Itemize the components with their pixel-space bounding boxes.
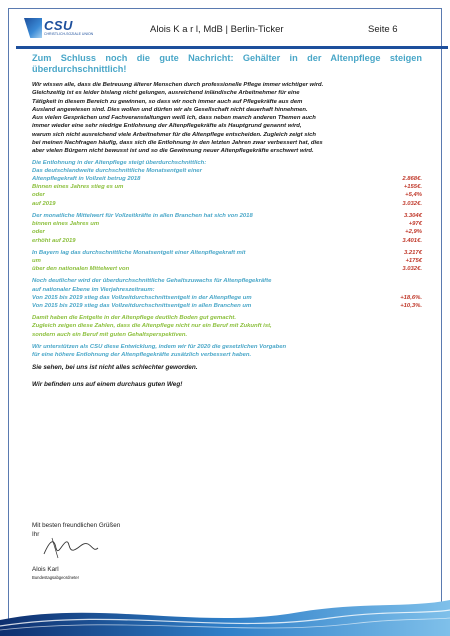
- intro-line: Gleichzeitig ist es leider bislang nicht gelungen, ausreichend inländische Arbeitnehmer für eine: [32, 90, 300, 97]
- article-body: [32, 53, 422, 397]
- conclusion-line: sondern auch ein Beruf mit guten Gehaltsperspektiven.: [32, 331, 188, 338]
- page-header: [10, 12, 440, 46]
- support-line: Wir unterstützen als CSU diese Entwicklung, indem wir für 2020 die gesetzlichen Vorgaben: [32, 343, 287, 350]
- signer-role: Bundestagsabgeordneter: [32, 575, 80, 580]
- intro-line: warum sich nicht ausreichend viele Arbeitnehmer für die Altenpflege entscheiden. Zugleich zeigt sich: [32, 131, 317, 138]
- closing-statement: Wir befinden uns auf einem durchaus guten Weg!: [32, 381, 183, 389]
- intro-paragraph: [32, 81, 422, 156]
- closing-statement: Sie sehen, bei uns ist nicht alles schlechter geworden.: [32, 364, 198, 372]
- stat-row: Die Entlohnung in der Altenpflege steigt überdurchschnittlich:: [32, 159, 207, 166]
- support-line: für eine höhere Entlohnung der Altenpflegekräfte zusätzlich verbessert haben.: [32, 351, 252, 358]
- intro-line: aber vielen Bürgern nicht bewusst ist und so die Gewinnung neuer Altenpflegekräfte erschwert wird.: [32, 148, 314, 155]
- stat-row: Der monatliche Mittelwert für Vollzeitkräfte in allen Branchen hat sich von 2018 3.304€: [32, 212, 422, 219]
- stat-row: Von 2015 bis 2019 stieg das Vollzeitdurchschnittsentgelt in der Altenpflege um +18,6%.: [32, 294, 422, 301]
- stat-block-four-years: [32, 277, 422, 310]
- support-paragraph: [32, 343, 422, 359]
- conclusion-line: Zugleich zeigen diese Zahlen, dass die Altenpflege nicht nur ein Beruf mit Zukunft ist,: [32, 323, 272, 330]
- signer-name: Alois Karl: [32, 566, 59, 573]
- stat-row: Das deutschlandweite durchschnittliche Monatsentgelt einer: [32, 167, 202, 174]
- stat-row: binnen eines Jahres um +97€: [32, 221, 422, 228]
- stat-row: Von 2015 bis 2019 stieg das Vollzeitdurchschnittsentgelt in allen Branchen um +10,3%.: [32, 302, 422, 309]
- intro-line: immer wieder eine sehr niedrige Entlohnung der Altenpflegekräfte als Hauptgrund genannt wird,: [32, 123, 302, 130]
- conclusion-paragraph: [32, 314, 422, 339]
- stat-row: Noch deutlicher wird der überdurchschnittliche Gehaltszuwachs für Altenpflegekräfte: [32, 278, 272, 285]
- article-headline: Zum Schluss noch die gute Nachricht: Gehälter in der Altenpflege steigen überdurchschnittlich!: [32, 53, 422, 74]
- intro-line: Tätigkeit in diesem Bereich zu gewinnen, so dass wir noch immer auch auf Pflegekräfte aus dem: [32, 98, 303, 105]
- stat-row: erhöht auf 2019 3.401€.: [32, 237, 422, 244]
- stat-row: oder +5,4%: [32, 192, 422, 199]
- conclusion-line: Damit haben die Entgelte in der Altenpflege deutlich Boden gut gemacht.: [32, 315, 237, 322]
- csu-logo-mark-icon: [24, 18, 42, 38]
- stat-block-bayern: [32, 249, 422, 274]
- stat-row: auf 2019 3.032€.: [32, 200, 422, 207]
- stat-row: um +175€: [32, 257, 422, 264]
- stat-block-altenpflege: [32, 159, 422, 208]
- greeting-text: Mit besten freundlichen Grüßen: [32, 522, 121, 529]
- logo-text: CSU: [44, 18, 73, 33]
- stat-block-all-branches: [32, 212, 422, 245]
- intro-line: Aus vielen Gesprächen und Fachveranstaltungen weiß ich, dass neben manch anderen Themen auch: [32, 115, 316, 122]
- stat-row: oder +2,9%: [32, 229, 422, 236]
- stat-row: Binnen eines Jahres stieg es um +155€.: [32, 184, 422, 191]
- footer-wave-decoration: [0, 590, 450, 636]
- logo-subtitle: CHRISTLICH-SOZIALE UNION: [44, 32, 94, 36]
- stat-row: In Bayern lag das durchschnittliche Monatsentgelt einer Altenpflegekraft mit 3.217€: [32, 249, 422, 256]
- header-divider: [16, 46, 448, 49]
- csu-logo: [24, 18, 94, 38]
- stat-row: Altenpflegekraft in Vollzeit betrug 2018 2.868€.: [32, 176, 422, 183]
- stat-row: über den nationalen Mittelwert von 3.032€.: [32, 266, 422, 273]
- header-title: Alois K a r l, MdB | Berlin-Ticker: [150, 24, 284, 35]
- intro-line: Wir wissen alle, dass die Betreuung älterer Menschen durch professionelle Pflege immer wichtiger wird.: [32, 82, 324, 88]
- page-number: Seite 6: [368, 24, 398, 35]
- intro-line: Ausland angewiesen sind. Dies wollen und dürfen wir als Gesellschaft nicht dauerhaft hinnehmen.: [32, 106, 308, 113]
- signature-icon: [40, 534, 100, 560]
- intro-line: bei meinen Nachfragen häufig, dass sich die Entlohnung in den letzten Jahren zwar verbessert hat, dies: [32, 140, 323, 147]
- stat-row: auf nationaler Ebene im Vierjahreszeitraum:: [32, 286, 155, 293]
- greeting-pronoun: Ihr: [32, 530, 40, 538]
